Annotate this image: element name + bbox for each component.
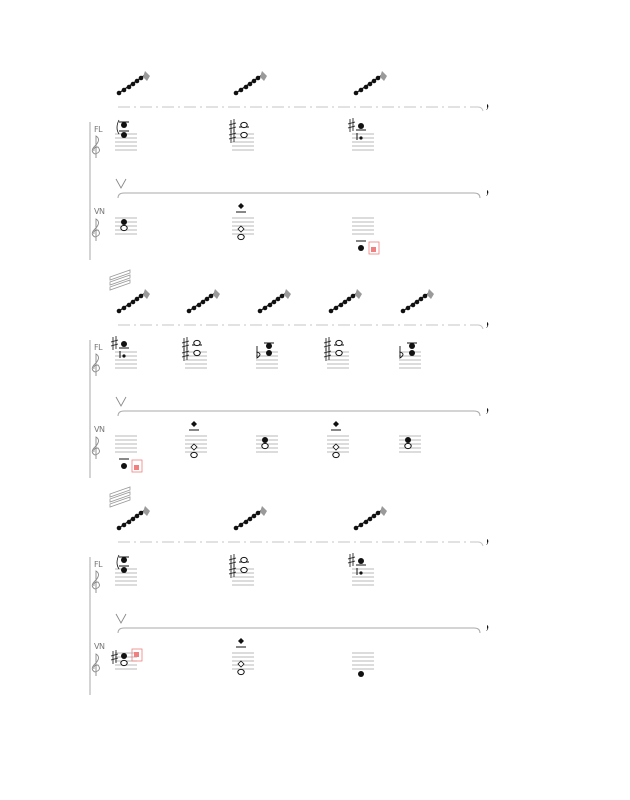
flute-gesture: [329, 289, 362, 313]
filled-notehead: [122, 354, 125, 357]
harmonic-notehead: [238, 226, 244, 232]
open-notehead: [336, 340, 342, 345]
flute-gesture: [234, 71, 267, 95]
flute-chord: [111, 336, 137, 368]
open-notehead: [405, 443, 411, 448]
grace-note: [143, 506, 150, 516]
filled-notehead: [411, 303, 416, 308]
filled-notehead: [409, 350, 415, 356]
flute-gesture: [117, 289, 150, 313]
filled-notehead: [248, 517, 253, 522]
filled-notehead: [419, 297, 424, 302]
filled-notehead: [117, 526, 122, 531]
filled-notehead: [135, 297, 140, 302]
filled-notehead: [263, 306, 268, 311]
filled-notehead: [372, 79, 377, 84]
filled-notehead: [117, 309, 122, 314]
sharp-accidental: [348, 118, 355, 132]
sharp-accidental: [229, 129, 236, 143]
filled-notehead: [258, 309, 263, 314]
filled-notehead: [276, 297, 281, 302]
sharp-accidental: [348, 553, 355, 567]
violin-chord: [399, 436, 421, 452]
filled-notehead: [364, 85, 369, 90]
treble-clef-icon: [92, 219, 99, 241]
sharp-accidental: [324, 337, 331, 351]
breath-mark-icon: [486, 104, 488, 110]
grace-note: [355, 289, 362, 299]
grace-note: [284, 289, 291, 299]
harmonic-notehead: [238, 661, 244, 667]
filled-notehead: [248, 82, 253, 87]
flute-chord: [229, 119, 254, 150]
filled-notehead: [239, 88, 244, 93]
treble-clef-icon: [92, 437, 99, 459]
instrument-label: FL: [94, 560, 103, 569]
filled-notehead: [376, 76, 381, 81]
filled-notehead: [354, 526, 359, 531]
filled-notehead: [401, 309, 406, 314]
treble-clef-icon: [92, 571, 99, 593]
filled-notehead: [256, 511, 261, 516]
filled-notehead: [358, 558, 364, 564]
filled-notehead: [364, 520, 369, 525]
treble-clef-icon: [92, 136, 99, 158]
open-notehead: [121, 225, 127, 230]
flute-gesture: [117, 506, 150, 530]
violin-chord: [111, 649, 142, 669]
filled-notehead: [406, 306, 411, 311]
filled-notehead: [280, 294, 285, 299]
flute-chord: [348, 553, 374, 585]
diamond-notehead: [238, 203, 244, 209]
open-notehead: [238, 234, 244, 239]
phrase-line: [118, 193, 480, 198]
pink-notehead: [134, 465, 139, 470]
grace-note: [260, 506, 267, 516]
filled-notehead: [121, 341, 127, 347]
flute-chord: [348, 118, 374, 150]
filled-notehead: [209, 294, 214, 299]
flute-chord: [182, 337, 207, 368]
filled-notehead: [131, 300, 136, 305]
sharp-accidental: [111, 336, 118, 350]
sharp-accidental: [324, 347, 331, 361]
violin-chord: [352, 218, 379, 254]
filled-notehead: [272, 300, 277, 305]
treble-clef-icon: [92, 354, 99, 376]
diamond-notehead: [333, 421, 339, 427]
flute-chord: [256, 343, 278, 368]
dynamic-wedge-icon: [116, 397, 126, 406]
sharp-accidental: [182, 337, 189, 351]
filled-notehead: [368, 82, 373, 87]
flute-chord: [115, 120, 137, 150]
phrase-line: [118, 411, 480, 416]
filled-notehead: [329, 309, 334, 314]
flute-chord: [399, 343, 421, 368]
open-notehead: [262, 443, 268, 448]
filled-notehead: [234, 91, 239, 96]
flute-chord: [229, 554, 254, 585]
flute-chord: [324, 337, 349, 368]
filled-notehead: [266, 350, 272, 356]
flute-gesture: [258, 289, 291, 313]
sharp-accidental: [229, 564, 236, 578]
filled-notehead: [351, 294, 356, 299]
open-notehead: [241, 132, 247, 137]
filled-notehead: [135, 514, 140, 519]
filled-notehead: [359, 571, 362, 574]
filled-notehead: [117, 91, 122, 96]
filled-notehead: [359, 136, 362, 139]
filled-notehead: [121, 567, 127, 573]
filled-notehead: [372, 514, 377, 519]
harmonic-notehead: [191, 444, 197, 450]
filled-notehead: [131, 82, 136, 87]
open-notehead: [241, 122, 247, 127]
open-notehead: [238, 669, 244, 674]
filled-notehead: [139, 511, 144, 516]
filled-notehead: [131, 517, 136, 522]
pink-notehead: [134, 652, 139, 657]
violin-chord: [352, 653, 374, 677]
grace-note: [380, 506, 387, 516]
open-notehead: [121, 660, 127, 665]
violin-chord: [327, 421, 349, 458]
open-notehead: [194, 350, 200, 355]
filled-notehead: [339, 303, 344, 308]
violin-chord: [185, 421, 207, 458]
open-notehead: [333, 452, 339, 457]
breath-mark-icon: [486, 190, 488, 196]
filled-notehead: [354, 91, 359, 96]
diamond-notehead: [238, 638, 244, 644]
grace-note: [143, 289, 150, 299]
system-3: [90, 487, 488, 695]
system-2: [90, 270, 488, 478]
filled-notehead: [368, 517, 373, 522]
flute-chord: [115, 555, 137, 585]
harmonic-notehead: [333, 444, 339, 450]
violin-chord: [115, 436, 142, 472]
flute-gesture: [234, 506, 267, 530]
sharp-accidental: [229, 119, 236, 133]
filled-notehead: [121, 132, 127, 138]
open-notehead: [241, 567, 247, 572]
violin-chord: [232, 638, 254, 675]
filled-notehead: [239, 523, 244, 528]
open-notehead: [241, 557, 247, 562]
flute-gesture: [187, 289, 220, 313]
instrument-label: FL: [94, 343, 103, 352]
filled-notehead: [122, 523, 127, 528]
grace-note: [380, 71, 387, 81]
filled-notehead: [234, 526, 239, 531]
filled-notehead: [423, 294, 428, 299]
filled-notehead: [415, 300, 420, 305]
filled-notehead: [252, 79, 257, 84]
filled-notehead: [122, 88, 127, 93]
filled-notehead: [358, 671, 364, 677]
filled-notehead: [358, 245, 364, 251]
open-notehead: [194, 340, 200, 345]
filled-notehead: [405, 437, 411, 443]
filled-notehead: [376, 511, 381, 516]
filled-notehead: [121, 653, 127, 659]
filled-notehead: [343, 300, 348, 305]
filled-notehead: [244, 85, 249, 90]
instrument-label: VN: [94, 642, 105, 651]
flute-gesture: [117, 71, 150, 95]
grace-note: [260, 71, 267, 81]
treble-clef-icon: [92, 654, 99, 676]
filled-notehead: [409, 343, 415, 349]
grace-note: [427, 289, 434, 299]
filled-notehead: [256, 76, 261, 81]
violin-chord: [232, 203, 254, 240]
instrument-label: VN: [94, 207, 105, 216]
filled-notehead: [262, 437, 268, 443]
filled-notehead: [139, 294, 144, 299]
filled-notehead: [334, 306, 339, 311]
sharp-accidental: [229, 554, 236, 568]
violin-chord: [115, 218, 137, 234]
filled-notehead: [121, 557, 127, 563]
violin-chord: [256, 436, 278, 452]
filled-notehead: [135, 79, 140, 84]
filled-notehead: [252, 514, 257, 519]
instrument-label: FL: [94, 125, 103, 134]
filled-notehead: [347, 297, 352, 302]
breath-mark-icon: [486, 539, 488, 545]
filled-notehead: [205, 297, 210, 302]
filled-notehead: [121, 219, 127, 225]
flute-gesture: [354, 506, 387, 530]
filled-notehead: [201, 300, 206, 305]
diamond-notehead: [191, 421, 197, 427]
filled-notehead: [121, 463, 127, 469]
breath-mark-icon: [486, 408, 488, 414]
phrase-line: [118, 628, 480, 633]
filled-notehead: [127, 85, 132, 90]
breath-mark-icon: [486, 322, 488, 328]
filled-notehead: [266, 343, 272, 349]
dynamic-wedge-icon: [116, 614, 126, 623]
filled-notehead: [121, 122, 127, 128]
dynamic-wedge-icon: [116, 179, 126, 188]
filled-notehead: [268, 303, 273, 308]
filled-notehead: [359, 523, 364, 528]
filled-notehead: [358, 123, 364, 129]
grace-note: [143, 71, 150, 81]
filled-notehead: [127, 520, 132, 525]
breath-mark-icon: [486, 625, 488, 631]
filled-notehead: [187, 309, 192, 314]
pink-notehead: [371, 247, 376, 252]
filled-notehead: [127, 303, 132, 308]
filled-notehead: [139, 76, 144, 81]
sharp-accidental: [182, 347, 189, 361]
open-notehead: [336, 350, 342, 355]
filled-notehead: [244, 520, 249, 525]
filled-notehead: [359, 88, 364, 93]
flute-gesture: [354, 71, 387, 95]
filled-notehead: [192, 306, 197, 311]
open-notehead: [191, 452, 197, 457]
filled-notehead: [122, 306, 127, 311]
filled-notehead: [197, 303, 202, 308]
system-1: [90, 71, 488, 260]
instrument-label: VN: [94, 425, 105, 434]
flute-gesture: [401, 289, 434, 313]
grace-note: [213, 289, 220, 299]
